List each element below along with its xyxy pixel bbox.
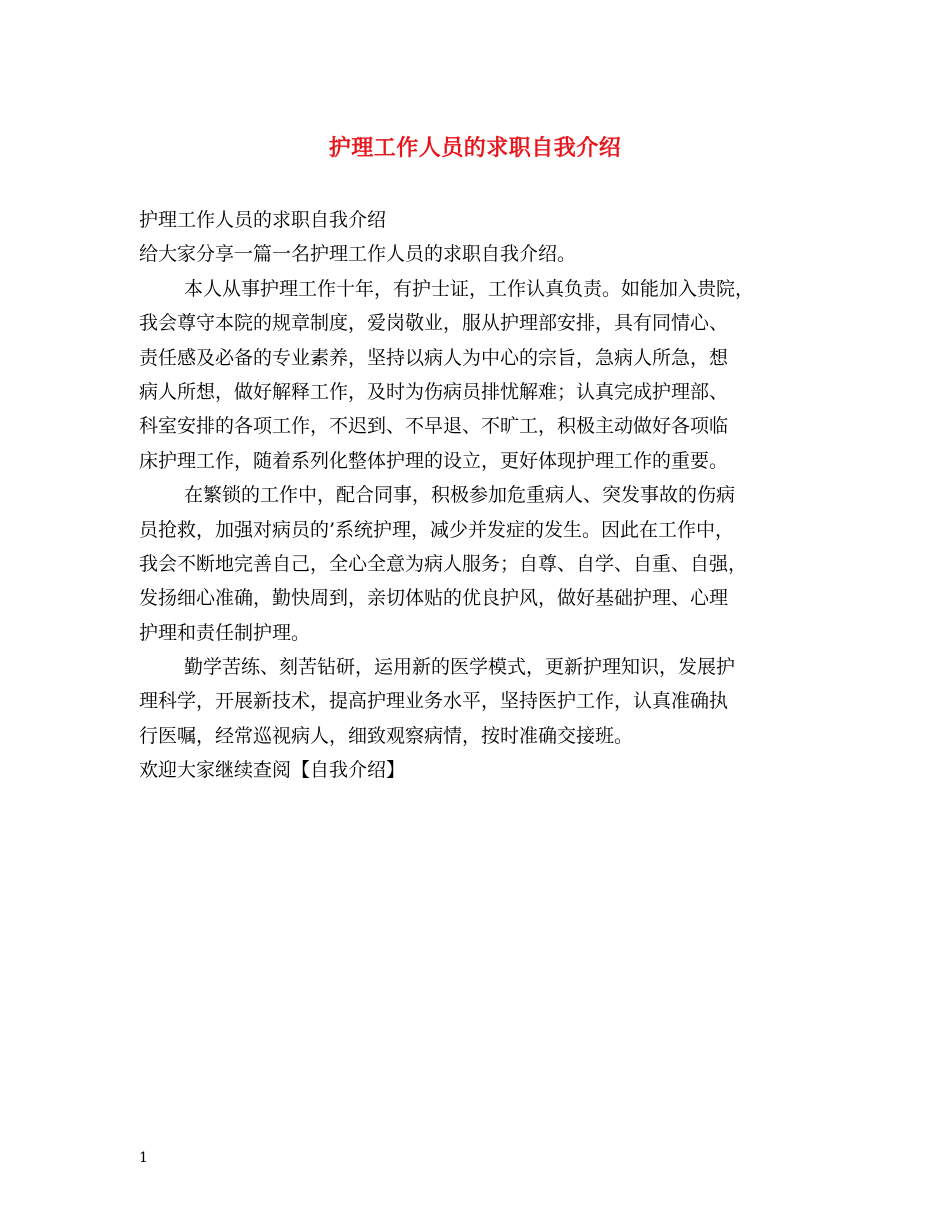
page-title: 护理工作人员的求职自我介绍 <box>328 135 622 161</box>
paragraph-line: 床护理工作，随着系列化整体护理的设立，更好体现护理工作的重要。 <box>139 449 729 472</box>
paragraph-line: 勤学苦练、刻苦钻研，运用新的医学模式，更新护理知识，发展护 <box>184 656 736 679</box>
paragraph-line: 发扬细心准确，勤快周到，亲切体贴的优良护风，做好基础护理、心理 <box>139 587 729 610</box>
paragraph-line: 责任感及必备的专业素养，坚持以病人为中心的宗旨，急病人所急，想 <box>139 346 729 369</box>
paragraph-1 <box>139 272 817 478</box>
paragraph-3 <box>139 650 817 753</box>
paragraph-2 <box>139 478 817 650</box>
paragraph-line: 护理和责任制护理。 <box>139 621 311 644</box>
paragraph-line: 行医嘱，经常巡视病人，细致观察病情，按时准确交接班。 <box>139 724 634 747</box>
paragraph-line: 病人所想，做好解释工作，及时为伤病员排忧解难；认真完成护理部、 <box>139 380 729 403</box>
document-body <box>139 203 817 788</box>
paragraph-line: 我会不断地完善自己，全心全意为病人服务；自尊、自学、自重、自强， <box>139 552 748 575</box>
page-number: 1 <box>139 1150 148 1166</box>
paragraph-line: 本人从事护理工作十年，有护士证，工作认真负责。如能加入贵院， <box>184 277 755 300</box>
closing-link-line: 欢迎大家继续查阅【自我介绍】 <box>139 759 406 782</box>
paragraph-line: 我会尊守本院的规章制度，爱岗敬业，服从护理部安排，具有同情心、 <box>139 312 729 335</box>
paragraph-line: 员抢救，加强对病员的’系统护理，减少并发症的发生。因此在工作中， <box>139 518 735 541</box>
paragraph-line: 科室安排的各项工作，不迟到、不早退、不旷工，积极主动做好各项临 <box>139 415 729 438</box>
document-subtitle: 护理工作人员的求职自我介绍 <box>139 209 387 231</box>
paragraph-line: 在繁锁的工作中，配合同事，积极参加危重病人、突发事故的伤病 <box>184 484 736 507</box>
intro-line: 给大家分享一篇一名护理工作人员的求职自我介绍。 <box>139 243 577 266</box>
paragraph-line: 理科学，开展新技术，提高护理业务水平，坚持医护工作，认真准确执 <box>139 690 729 713</box>
